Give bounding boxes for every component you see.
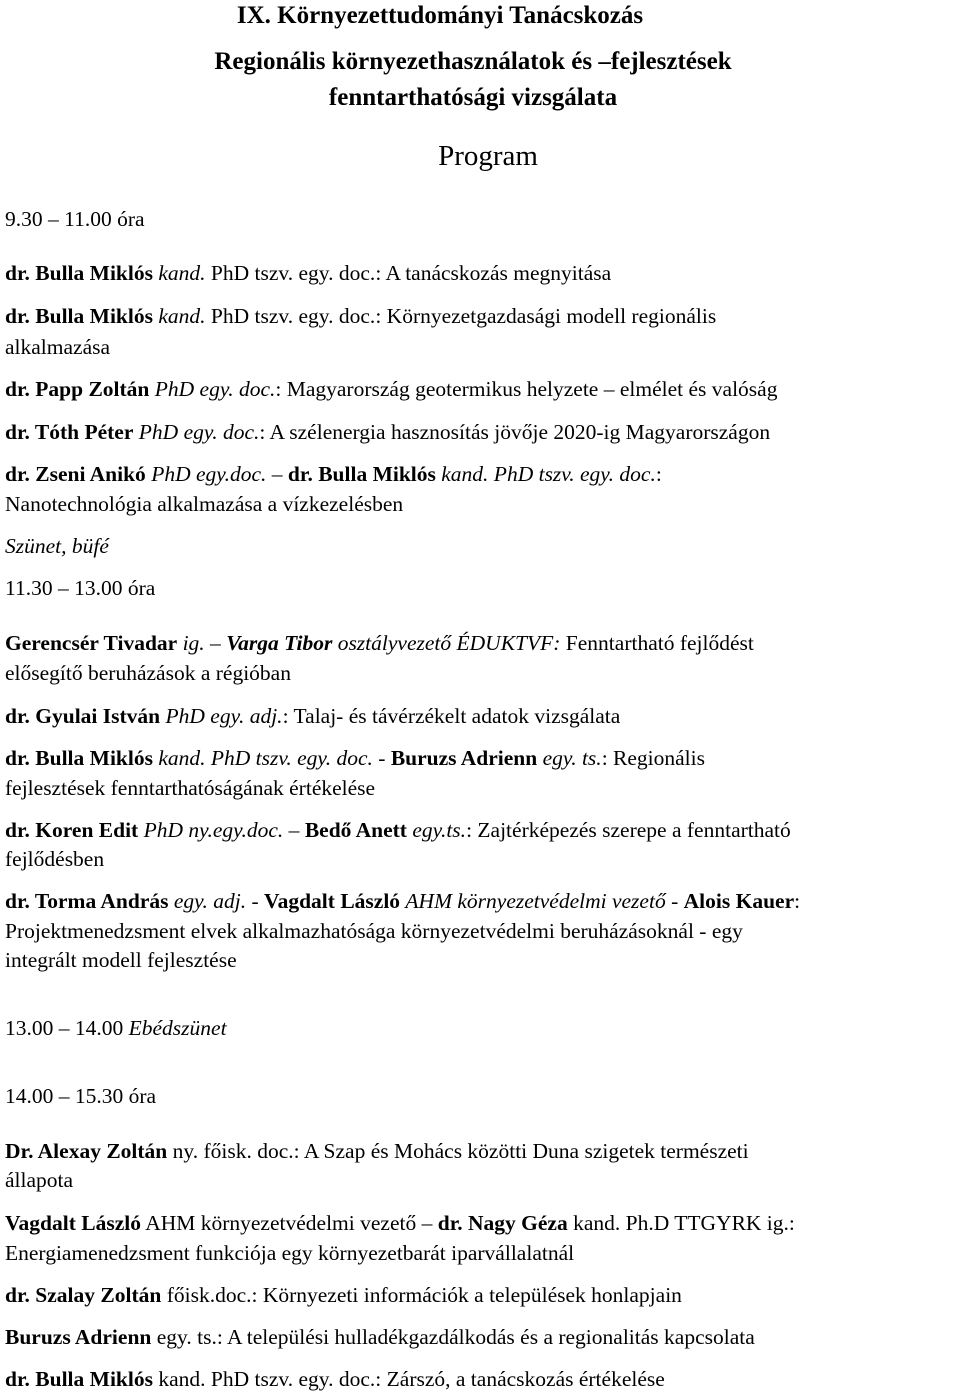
conference-subtitle-line2: fenntarthatósági vizsgálata: [328, 84, 618, 111]
conference-title: IX. Környezettudományi Tanácskozás: [236, 2, 644, 29]
speaker-title: kand. PhD tszv. egy. doc.: [158, 746, 373, 770]
session-1-time: 9.30 – 11.00 óra: [5, 207, 145, 231]
talk-title: :: [655, 462, 662, 486]
speaker-title: PhD egy.doc. –: [151, 462, 283, 486]
speaker-title-2: kand. Ph.D TTGYRK ig.:: [567, 1211, 795, 1235]
speaker-name: dr. Zseni Anikó: [5, 462, 146, 486]
speaker-title: ig. –: [182, 631, 221, 655]
talk-title: kand. PhD tszv. egy. doc.: Zárszó, a tanácskozás értékelése: [152, 1367, 665, 1391]
talk-1-3: [5, 376, 777, 402]
separator: -: [372, 746, 391, 770]
speaker-title: egy. adj.: [173, 889, 247, 913]
talk-3-4: [5, 1324, 755, 1350]
speaker-name: dr. Torma András: [5, 889, 169, 913]
speaker-name-3: Alois Kauer: [683, 889, 795, 913]
speaker-title-2: osztályvezető ÉDUKTVF:: [337, 631, 561, 655]
talk-3-2-continued: Energiamenedzsment funkciója egy környezetbarát iparvállalatnál: [5, 1241, 575, 1265]
speaker-title: PhD egy. doc.: [138, 420, 260, 444]
talk-title: : A tanácskozás megnyitása: [375, 261, 612, 285]
talk-1-1: [5, 260, 611, 286]
speaker-name-2: Buruzs Adrienn: [390, 746, 538, 770]
speaker-name: Buruzs Adrienn: [5, 1325, 152, 1349]
speaker-name: dr. Papp Zoltán: [5, 377, 150, 401]
speaker-name-2: dr. Bulla Miklós: [287, 462, 436, 486]
speaker-title-2: egy. ts.: [542, 746, 602, 770]
speaker-name: Dr. Alexay Zoltán: [5, 1139, 168, 1163]
speaker-title: PhD egy. adj.: [165, 704, 283, 728]
talk-3-2: [5, 1210, 795, 1236]
talk-1-2: [5, 303, 716, 329]
speaker-title: PhD ny.egy.doc. –: [143, 818, 300, 842]
talk-title: egy. ts.: A települési hulladékgazdálkodás és a regionalitás kapcsolata: [151, 1325, 755, 1349]
separator: -: [246, 889, 265, 913]
talk-title: :: [794, 889, 801, 913]
coffee-break: Szünet, büfé: [5, 534, 109, 558]
program-heading: Program: [438, 140, 538, 172]
speaker-name-2: dr. Nagy Géza: [437, 1211, 568, 1235]
speaker-name: dr. Bulla Miklós: [5, 746, 153, 770]
lunch-time: 13.00 – 14.00: [5, 1016, 124, 1040]
talk-title: : Zajtérképezés szerepe a fenntartható: [466, 818, 791, 842]
talk-2-4: [5, 817, 791, 843]
talk-title: : Környezetgazdasági modell regionális: [375, 304, 717, 328]
talk-2-3-continued: fejlesztések fenntarthatóságának értékelése: [5, 776, 376, 800]
speaker-name: dr. Tóth Péter: [5, 420, 134, 444]
speaker-name: dr. Szalay Zoltán: [5, 1283, 162, 1307]
speaker-title: PhD egy. doc.: [154, 377, 276, 401]
lunch-label: Ebédszünet: [128, 1016, 227, 1040]
talk-2-5-continued: Projektmenedzsment elvek alkalmazhatósága környezetvédelmi beruházásoknál - egy: [5, 919, 743, 943]
talk-title: főisk.doc.: Környezeti információk a települések honlapjain: [161, 1283, 682, 1307]
talk-2-2: [5, 703, 620, 729]
speaker-title-2: egy.ts.: [412, 818, 467, 842]
speaker-title: AHM környezetvédelmi vezető –: [141, 1211, 438, 1235]
talk-1-5-continued: Nanotechnológia alkalmazása a vízkezelésben: [5, 492, 404, 516]
speaker-name-2: Varga Tibor: [226, 631, 333, 655]
talk-title: : A szélenergia hasznosítás jövője 2020-ig Magyarországon: [259, 420, 771, 444]
speaker-title-2: kand. PhD tszv. egy. doc.: [441, 462, 656, 486]
speaker-name: dr. Bulla Miklós: [5, 304, 153, 328]
talk-2-3: [5, 745, 705, 771]
talk-3-1-continued: állapota: [5, 1168, 74, 1192]
talk-3-1: [5, 1138, 749, 1164]
speaker-rank: PhD tszv. egy. doc.: [205, 261, 376, 285]
speaker-title-2: AHM környezetvédelmi vezető: [405, 889, 666, 913]
talk-1-2-continued: alkalmazása: [5, 335, 111, 359]
session-3-time: 14.00 – 15.30 óra: [5, 1084, 157, 1108]
speaker-name-2: Vagdalt László: [264, 889, 401, 913]
speaker-name: dr. Koren Edit: [5, 818, 139, 842]
talk-2-4-continued: fejlődésben: [5, 847, 105, 871]
speaker-name: Gerencsér Tivadar: [5, 631, 178, 655]
talk-3-3: [5, 1282, 682, 1308]
talk-2-5: [5, 888, 800, 914]
speaker-name: dr. Bulla Miklós: [5, 1367, 153, 1391]
speaker-title: kand.: [158, 304, 206, 328]
talk-title: : Talaj- és távérzékelt adatok vizsgálata: [282, 704, 621, 728]
speaker-rank: PhD tszv. egy. doc.: [205, 304, 376, 328]
talk-3-5: [5, 1366, 665, 1392]
lunch-break: [5, 1015, 227, 1041]
talk-title: : Regionális: [601, 746, 705, 770]
speaker-name-2: Bedő Anett: [304, 818, 407, 842]
talk-2-1: [5, 630, 754, 656]
conference-subtitle-line1: Regionális környezethasználatok és –fejlesztések: [214, 48, 732, 75]
speaker-name: dr. Gyulai István: [5, 704, 161, 728]
speaker-name: Vagdalt László: [5, 1211, 141, 1235]
talk-title: Fenntartható fejlődést: [560, 631, 754, 655]
speaker-title: kand.: [158, 261, 206, 285]
talk-title: ny. főisk. doc.: A Szap és Mohács közötti Duna szigetek természeti: [167, 1139, 749, 1163]
talk-1-4: [5, 419, 770, 445]
talk-title: : Magyarország geotermikus helyzete – elmélet és valóság: [275, 377, 778, 401]
talk-2-1-continued: elősegítő beruházások a régióban: [5, 661, 291, 685]
talk-1-5: [5, 461, 662, 487]
speaker-name: dr. Bulla Miklós: [5, 261, 153, 285]
separator-2: -: [665, 889, 684, 913]
talk-2-5-continued-2: integrált modell fejlesztése: [5, 948, 237, 972]
session-2-time: 11.30 – 13.00 óra: [5, 576, 156, 600]
